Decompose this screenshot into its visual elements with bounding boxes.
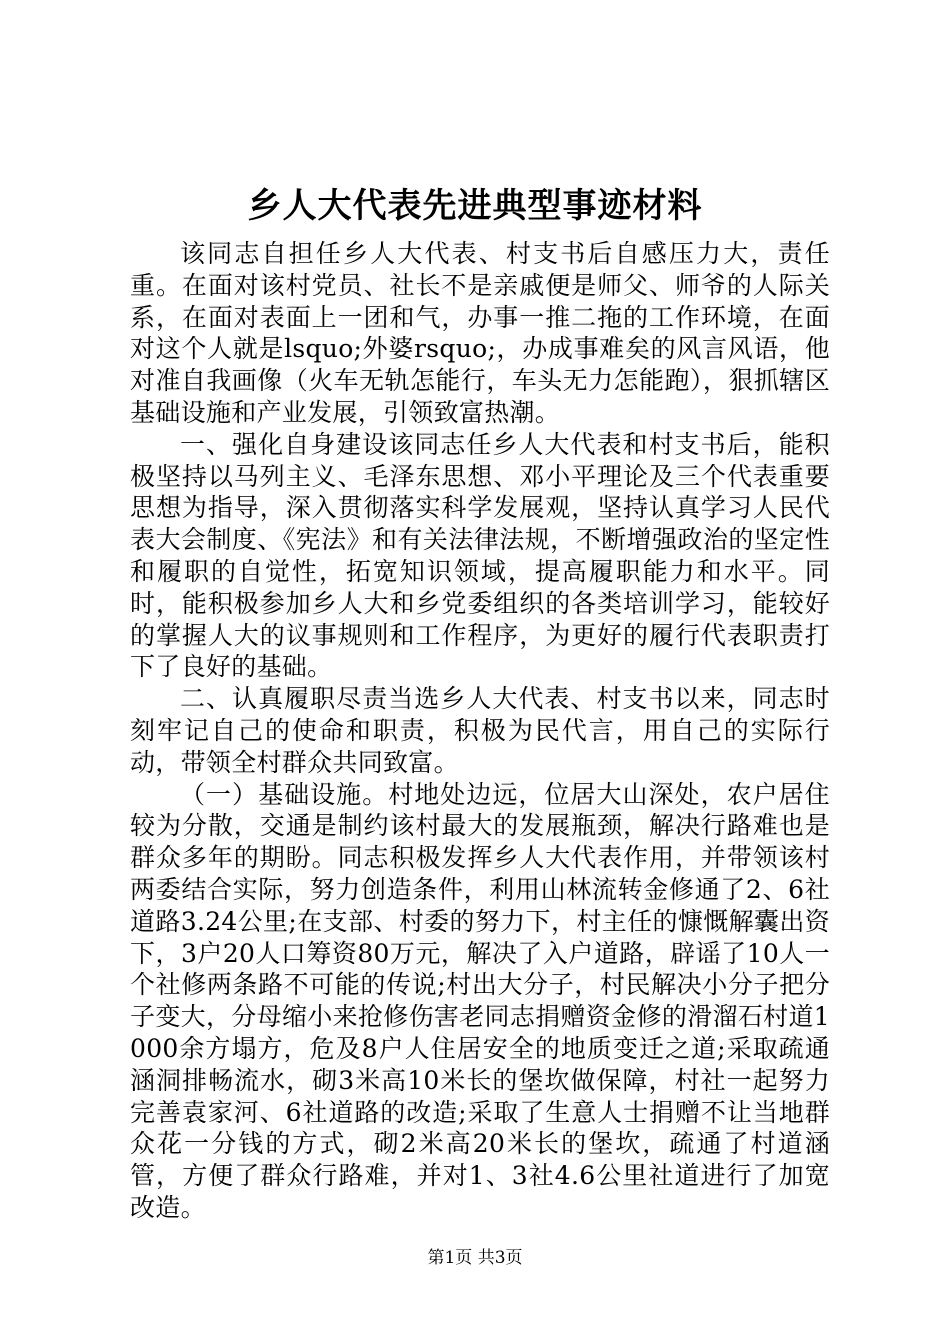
paragraph-intro: 该同志自担任乡人大代表、村支书后自感压力大，责任重。在面对该村党员、社长不是亲戚便是师父、师爷的人际关系，在面对表面上一团和气，办事一推二拖的工作环境，在面对这个人就是lsquo;外婆rsquo;，办成事难矣的风言风语，他对准自我画像（火车无轨怎能行，车头无力怎能跑），狠抓辖区基础设施和产业发展，引领致富热潮。 <box>130 239 830 427</box>
paragraph-section-one: 一、强化自身建设该同志任乡人大代表和村支书后，能积极坚持以马列主义、毛泽东思想、邓小平理论及三个代表重要思想为指导，深入贯彻落实科学发展观，坚持认真学习人民代表大会制度、《宪法》和有关法律法规，不断增强政治的坚定性和履职的自觉性，拓宽知识领域，提高履职能力和水平。同时，能积极参加乡人大和乡党委组织的各类培训学习，能较好的掌握人大的议事规则和工作程序，为更好的履行代表职责打下了良好的基础。 <box>130 429 830 682</box>
paragraph-section-two: 二、认真履职尽责当选乡人大代表、村支书以来，同志时刻牢记自己的使命和职责，积极为民代言，用自己的实际行动，带领全村群众共同致富。 <box>130 684 830 777</box>
page-number-footer: 第1页 共3页 <box>427 1248 523 1268</box>
document-title: 乡人大代表先进典型事迹材料 <box>247 186 703 226</box>
document-body <box>130 238 830 1224</box>
paragraph-infrastructure: （一）基础设施。村地处边远，位居大山深处，农户居住较为分散，交通是制约该村最大的发展瓶颈，解决行路难也是群众多年的期盼。同志积极发挥乡人大代表作用，并带领该村两委结合实际，努力创造条件，利用山林流转金修通了2、6社道路3.24公里;在支部、村委的努力下，村主任的慷慨解囊出资下，3户20人口筹资80万元，解决了入户道路，辟谣了10人一个社修两条路不可能的传说;村出大分子，村民解决小分子把分子变大，分母缩小来抢修伤害老同志捐赠资金修的滑溜石村道1000余方塌方，危及8户人住居安全的地质变迁之道;采取疏通涵洞排畅流水，砌3米高10米长的堡坎做保障，村社一起努力完善袁家河、6社道路的改造;采取了生意人士捐赠不让当地群众花一分钱的方式，砌2米高20米长的堡坎，疏通了村道涵管，方便了群众行路难，并对1、3社4.6公里社道进行了加宽改造。 <box>130 779 830 1222</box>
